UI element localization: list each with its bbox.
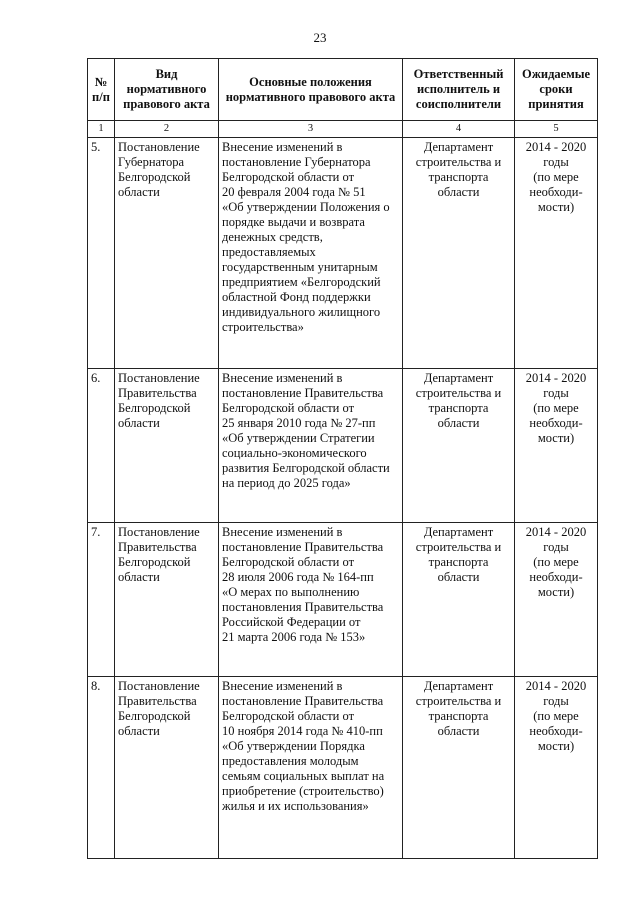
responsible-executor: Департамент строительства и транспорта области xyxy=(403,369,515,523)
expected-term: 2014 - 2020 годы (по мере необходи- мости) xyxy=(515,138,598,369)
row-number: 6. xyxy=(88,369,115,523)
table-row xyxy=(88,523,598,677)
column-number: 5 xyxy=(515,121,598,138)
expected-term: 2014 - 2020 годы (по мере необходи- мости) xyxy=(515,369,598,523)
row-number: 5. xyxy=(88,138,115,369)
column-number-row xyxy=(88,121,598,138)
header-expected-term: Ожидаемые сроки принятия xyxy=(515,59,598,121)
header-responsible: Ответственный исполнитель и соисполнители xyxy=(403,59,515,121)
row-number: 7. xyxy=(88,523,115,677)
regulations-table xyxy=(87,58,598,859)
main-provisions: Внесение изменений в постановление Правительства Белгородской области от 10 ноября 2014 года № 410-пп «Об утверждении Порядка предоставления молодым семьям социальных выплат на приобретение (строительство) жилья и их использования» xyxy=(219,677,403,859)
row-number: 8. xyxy=(88,677,115,859)
column-number: 4 xyxy=(403,121,515,138)
main-provisions: Внесение изменений в постановление Правительства Белгородской области от 25 января 2010 года № 27-пп «Об утверждении Стратегии социально-экономического развития Белгородской области на период до 2025 года» xyxy=(219,369,403,523)
header-act-type: Вид нормативного правового акта xyxy=(115,59,219,121)
table-row xyxy=(88,138,598,369)
responsible-executor: Департамент строительства и транспорта области xyxy=(403,523,515,677)
act-type: Постановление Правительства Белгородской области xyxy=(115,369,219,523)
main-provisions: Внесение изменений в постановление Губернатора Белгородской области от 20 февраля 2004 года № 51 «Об утверждении Положения о порядке выдачи и возврата денежных средств, предоставляемых государственным унитарным предприятием «Белгородский областной Фонд поддержки индивидуального жилищного строительства» xyxy=(219,138,403,369)
responsible-executor: Департамент строительства и транспорта области xyxy=(403,677,515,859)
responsible-executor: Департамент строительства и транспорта области xyxy=(403,138,515,369)
act-type: Постановление Правительства Белгородской области xyxy=(115,523,219,677)
column-number: 3 xyxy=(219,121,403,138)
header-number: № п/п xyxy=(88,59,115,121)
expected-term: 2014 - 2020 годы (по мере необходи- мости) xyxy=(515,677,598,859)
page-number: 23 xyxy=(313,30,327,45)
column-number: 1 xyxy=(88,121,115,138)
column-number: 2 xyxy=(115,121,219,138)
main-provisions: Внесение изменений в постановление Правительства Белгородской области от 28 июля 2006 года № 164-пп «О мерах по выполнению постановления Правительства Российской Федерации от 21 марта 2006 года № 153» xyxy=(219,523,403,677)
table-row xyxy=(88,369,598,523)
header-main-provisions: Основные положения нормативного правового акта xyxy=(219,59,403,121)
table-row xyxy=(88,677,598,859)
table-header-row xyxy=(88,59,598,121)
act-type: Постановление Губернатора Белгородской области xyxy=(115,138,219,369)
act-type: Постановление Правительства Белгородской области xyxy=(115,677,219,859)
expected-term: 2014 - 2020 годы (по мере необходи- мости) xyxy=(515,523,598,677)
